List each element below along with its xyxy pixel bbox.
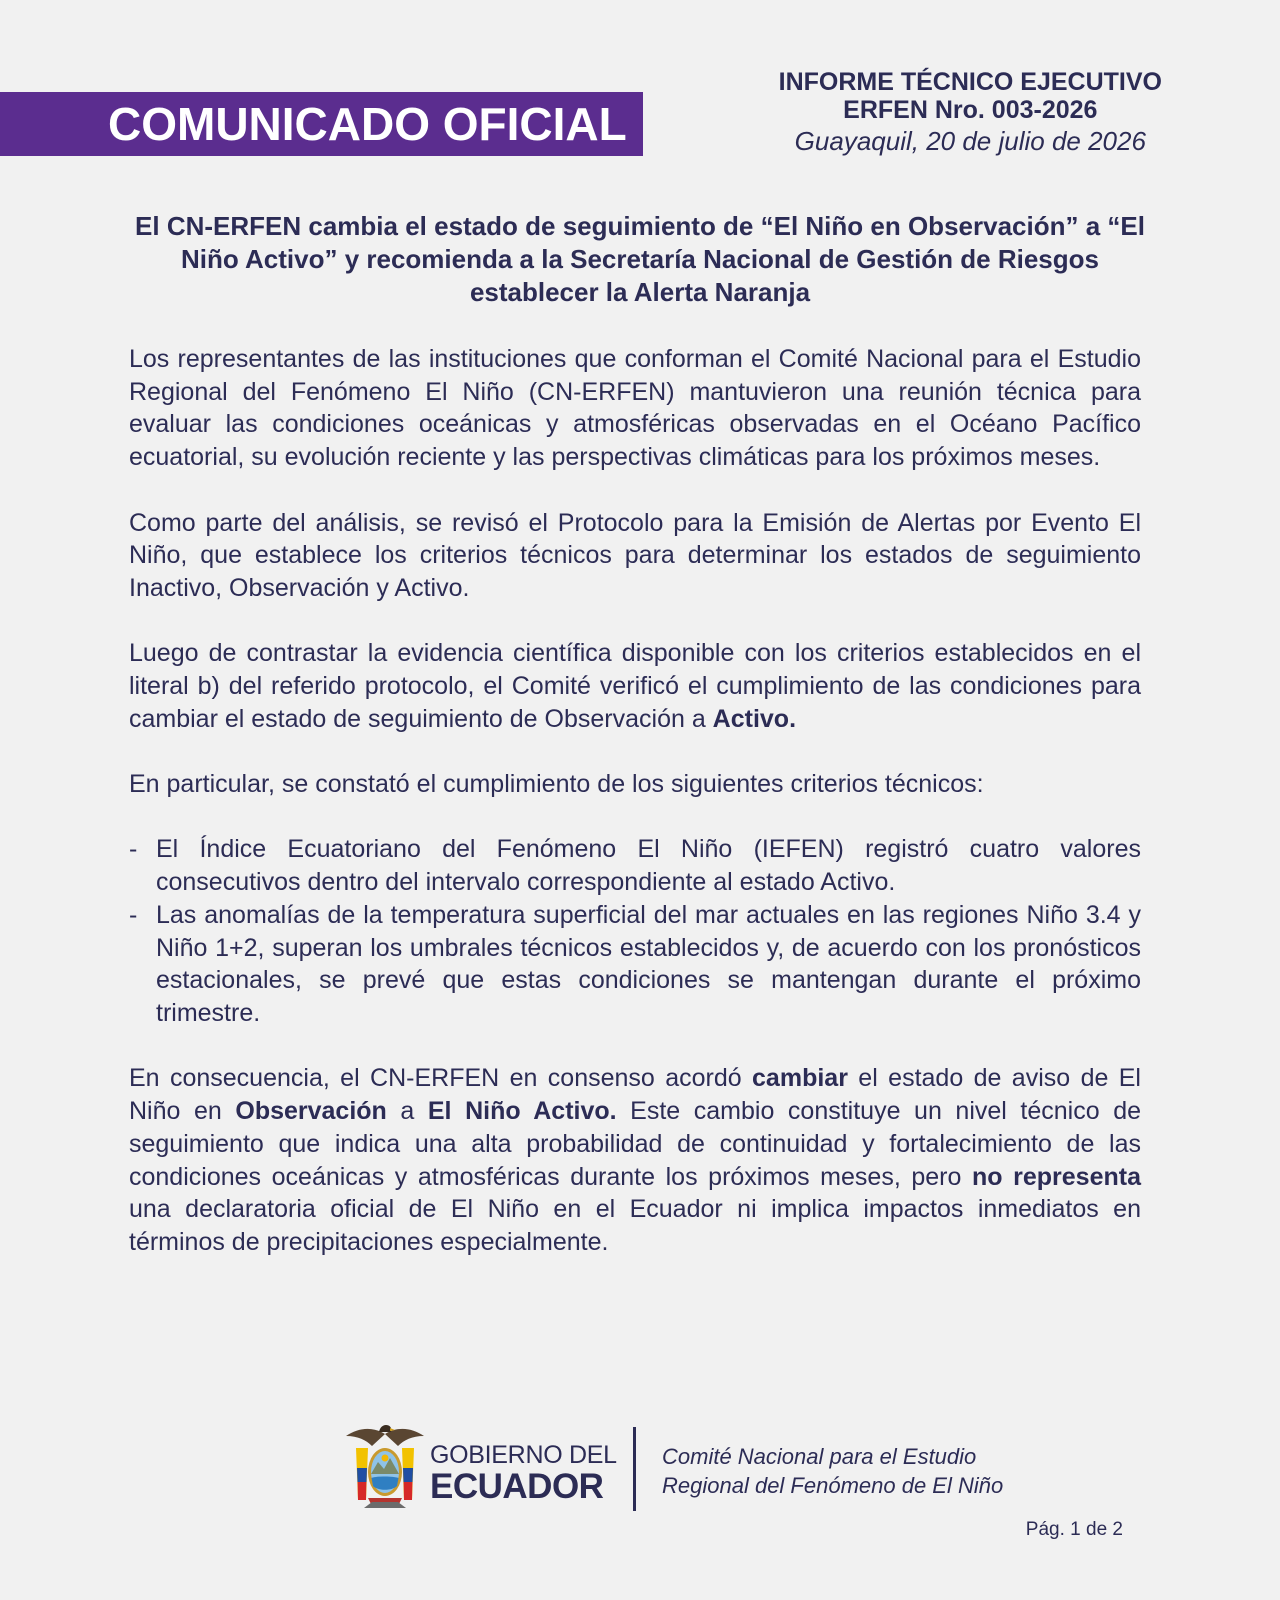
report-header bbox=[779, 68, 1162, 158]
committee-name-line-1: Comité Nacional para el Estudio bbox=[662, 1444, 977, 1469]
paragraph-3-bold: Activo. bbox=[712, 704, 797, 733]
p5-bold: cambiar bbox=[752, 1064, 848, 1093]
p5-bold: no representa bbox=[972, 1162, 1141, 1191]
report-place-date: Guayaquil, 20 de julio de 2026 bbox=[794, 126, 1146, 156]
criteria-item: - Las anomalías de la temperatura superficial del mar actuales en las regiones Niño 3.4 y Niño 1+2, superan los umbrales técnicos establecidos y, de acuerdo con los pronósticos estacionales, se prevé que estas condiciones se mantengan durante el próximo trimestre. bbox=[129, 899, 1141, 1030]
report-type: INFORME TÉCNICO EJECUTIVO bbox=[778, 68, 1162, 96]
page-number: Pág. 1 de 2 bbox=[1025, 1519, 1123, 1540]
paragraph-2: Como parte del análisis, se revisó el Protocolo para la Emisión de Alertas por Evento El Niño, que establece los criterios técnicos para determinar los estados de seguimiento Inactivo, Observación y Activo. bbox=[129, 508, 1141, 602]
paragraph-1: Los representantes de las instituciones que conforman el Comité Nacional para el Estudio Regional del Fenómeno El Niño (CN-ERFEN) mantuvieron una reunión técnica para evaluar las condiciones oceánicas y atmosféricas observadas en el Océano Pacífico ecuatorial, su evolución reciente y las perspectivas climáticas para los próximos meses. bbox=[129, 345, 1141, 472]
document-body bbox=[129, 343, 1141, 1291]
paragraph-3 bbox=[129, 637, 1141, 735]
paragraph-4: En particular, se constató el cumplimiento de los siguientes criterios técnicos: bbox=[129, 770, 984, 799]
criteria-list bbox=[129, 833, 1141, 1029]
footer bbox=[346, 1422, 1046, 1514]
headline: El CN-ERFEN cambia el estado de seguimiento de “El Niño en Observación” a “El Niño Activo” y recomienda a la Secretaría Nacional de Gestión de Riesgos establecer la Alerta Naranja bbox=[135, 211, 1145, 307]
paragraph-5 bbox=[129, 1062, 1141, 1258]
footer-divider bbox=[633, 1427, 636, 1511]
p5-text: una declaratoria oficial de El Niño en el Ecuador ni implica impactos inmediatos en términos de precipitaciones especialmente. bbox=[129, 1195, 1141, 1256]
government-label: GOBIERNO DEL bbox=[430, 1441, 617, 1469]
p5-text: Este cambio constituye un nivel técnico de seguimiento que indica una alta probabilidad de continuidad y fortalecimiento de las condiciones oceánicas y atmosféricas durante los próximos meses, pero bbox=[129, 1097, 1142, 1191]
official-banner bbox=[0, 92, 643, 156]
criteria-item: - El Índice Ecuatoriano del Fenómeno El Niño (IEFEN) registró cuatro valores consecutivos dentro del intervalo correspondiente al estado Activo. bbox=[129, 833, 1141, 898]
banner-title: COMUNICADO OFICIAL bbox=[108, 98, 627, 150]
country-label: ECUADOR bbox=[430, 1467, 604, 1506]
report-number: ERFEN Nro. 003-2026 bbox=[843, 96, 1098, 124]
p5-bold: El Niño Activo. bbox=[427, 1097, 617, 1126]
paragraph-3-text: Luego de contrastar la evidencia científica disponible con los criterios establecidos en el literal b) del referido protocolo, el Comité verificó el cumplimiento de las condiciones para cambiar el estado de seguimiento de Observación a bbox=[129, 639, 1141, 733]
p5-text: En consecuencia, el CN-ERFEN en consenso acordó bbox=[129, 1064, 753, 1093]
ecuador-coat-of-arms-icon bbox=[346, 1422, 424, 1514]
committee-name-line-2: Regional del Fenómeno de El Niño bbox=[662, 1473, 1004, 1498]
p5-text: a bbox=[386, 1097, 428, 1126]
p5-text: el estado de aviso de El Niño en bbox=[129, 1064, 1141, 1126]
p5-bold: Observación bbox=[235, 1097, 387, 1126]
